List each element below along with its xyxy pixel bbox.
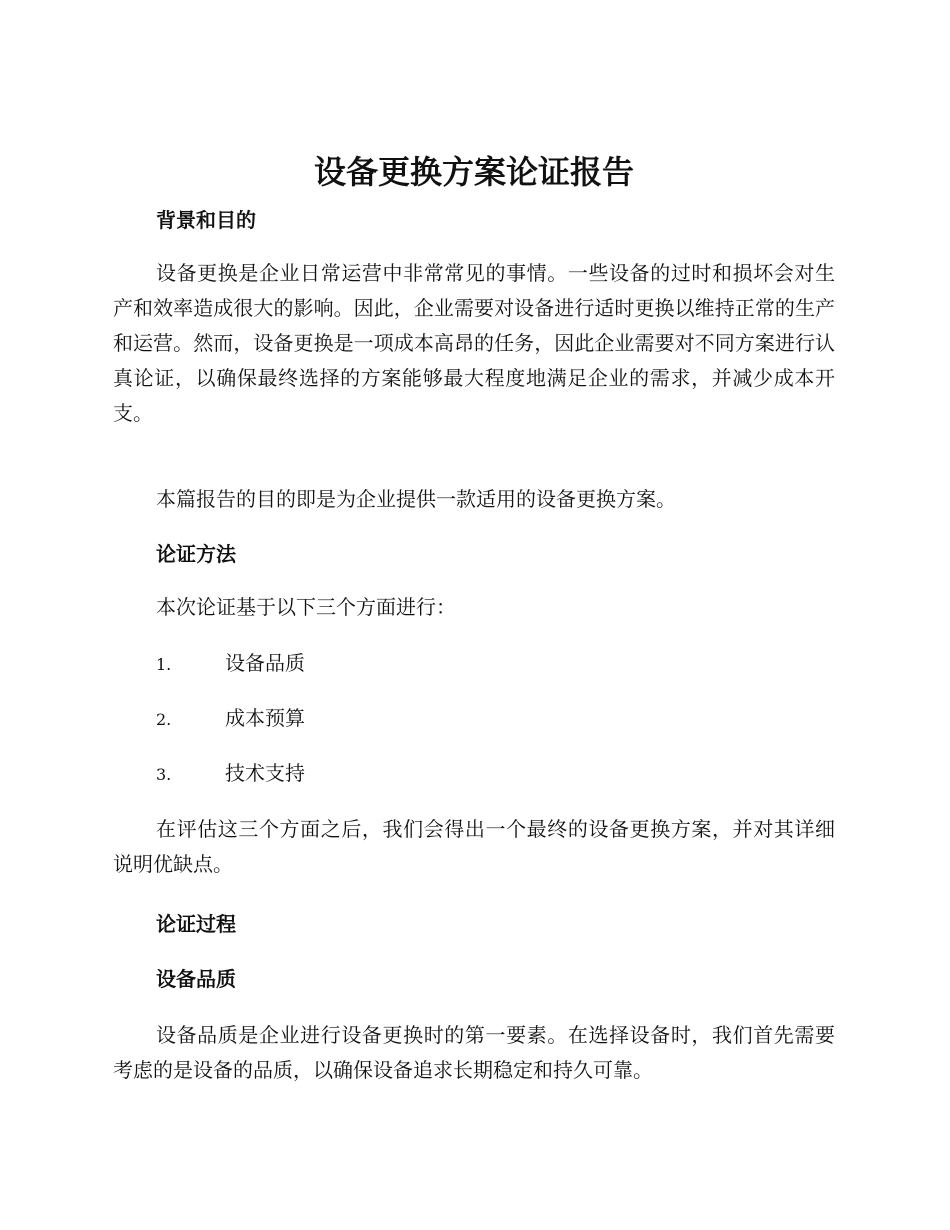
section-heading-background: 背景和目的 bbox=[156, 208, 256, 232]
subsection-heading-quality: 设备品质 bbox=[156, 967, 236, 991]
quality-paragraph: 设备品质是企业进行设备更换时的第一要素。在选择设备时，我们首先需要考虑的是设备的品质，以确保设备追求长期稳定和持久可靠。 bbox=[113, 1023, 835, 1082]
section-heading-method: 论证方法 bbox=[156, 542, 236, 566]
method-conclusion: 在评估这三个方面之后，我们会得出一个最终的设备更换方案，并对其详细说明优缺点。 bbox=[113, 817, 835, 876]
list-item-text: 成本预算 bbox=[225, 706, 305, 730]
background-paragraph-2: 本篇报告的目的即是为企业提供一款适用的设备更换方案。 bbox=[156, 487, 676, 511]
list-item-text: 设备品质 bbox=[225, 651, 305, 675]
list-item-number: 1. bbox=[156, 655, 172, 674]
list-item-number: 3. bbox=[156, 765, 172, 784]
method-intro: 本次论证基于以下三个方面进行： bbox=[156, 595, 456, 619]
section-heading-process: 论证过程 bbox=[156, 912, 236, 936]
list-item-text: 技术支持 bbox=[225, 761, 305, 785]
background-paragraph-1: 设备更换是企业日常运营中非常常见的事情。一些设备的过时和损坏会对生产和效率造成很大的影响。因此，企业需要对设备进行适时更换以维持正常的生产和运营。然而，设备更换是一项成本高昂的任务，因此企业需要对不同方案进行认真论证，以确保最终选择的方案能够最大程度地满足企业的需求，并减少成本开支。 bbox=[113, 261, 835, 425]
list-item-number: 2. bbox=[156, 710, 172, 729]
document-title: 设备更换方案论证报告 bbox=[313, 153, 634, 191]
